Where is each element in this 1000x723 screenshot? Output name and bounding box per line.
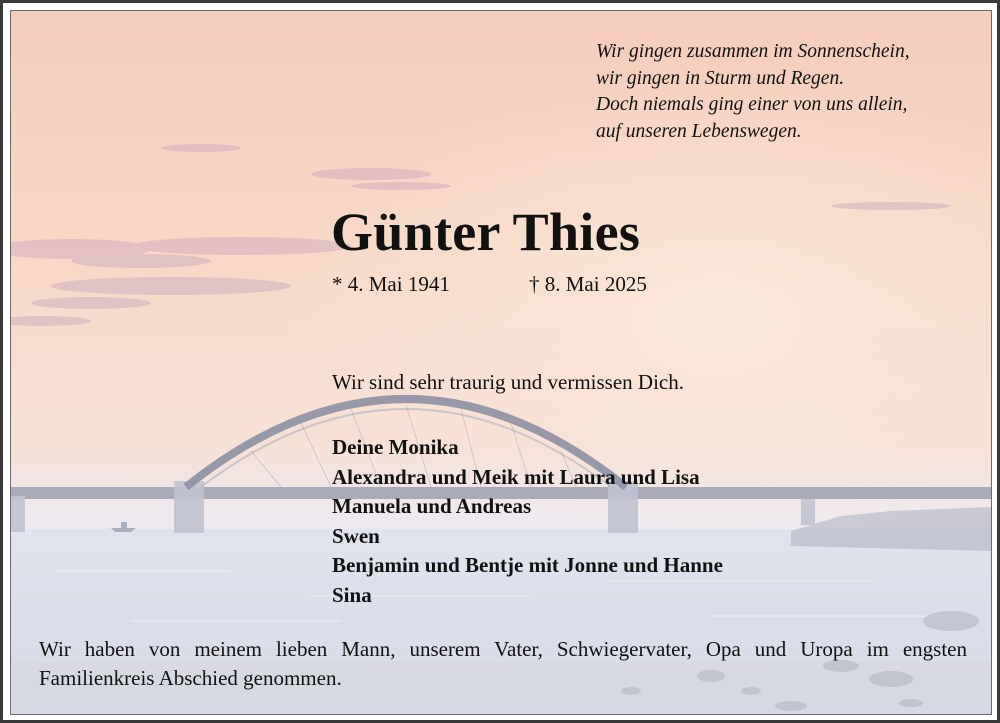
mourner-entry: Manuela und Andreas xyxy=(332,494,532,518)
poem-line: Wir gingen zusammen im Sonnenschein, xyxy=(596,41,910,62)
birth-date: * 4. Mai 1941 xyxy=(332,272,450,296)
mourner-entry: Sina xyxy=(332,582,372,607)
poem-line: auf unseren Lebenswegen. xyxy=(596,120,802,142)
poem-line: Doch niemals ging einer von uns allein, xyxy=(596,94,908,115)
mourner-entry: Swen xyxy=(332,523,380,548)
mourner-entry: Deine Monika xyxy=(332,435,459,459)
mourning-message: Wir sind sehr traurig und vermissen Dich. xyxy=(332,370,684,394)
poem-line: wir gingen in Sturm und Regen. xyxy=(596,67,845,89)
mourner-entry: Alexandra und Meik mit Laura und Lisa xyxy=(332,464,700,489)
death-date: † 8. Mai 2025 xyxy=(529,272,647,296)
mourners-list xyxy=(332,433,723,610)
memorial-poem xyxy=(596,39,910,145)
mourner-entry: Benjamin und Bentje mit Jonne und Hanne xyxy=(332,553,723,577)
obituary-card xyxy=(10,10,992,715)
deceased-name: Günter Thies xyxy=(331,202,641,262)
farewell-note: Wir haben von meinem lieben Mann, unserem Vater, Schwiegervater, Opa und Uropa im engsten Familienkreis Abschied genommen. xyxy=(39,637,967,690)
